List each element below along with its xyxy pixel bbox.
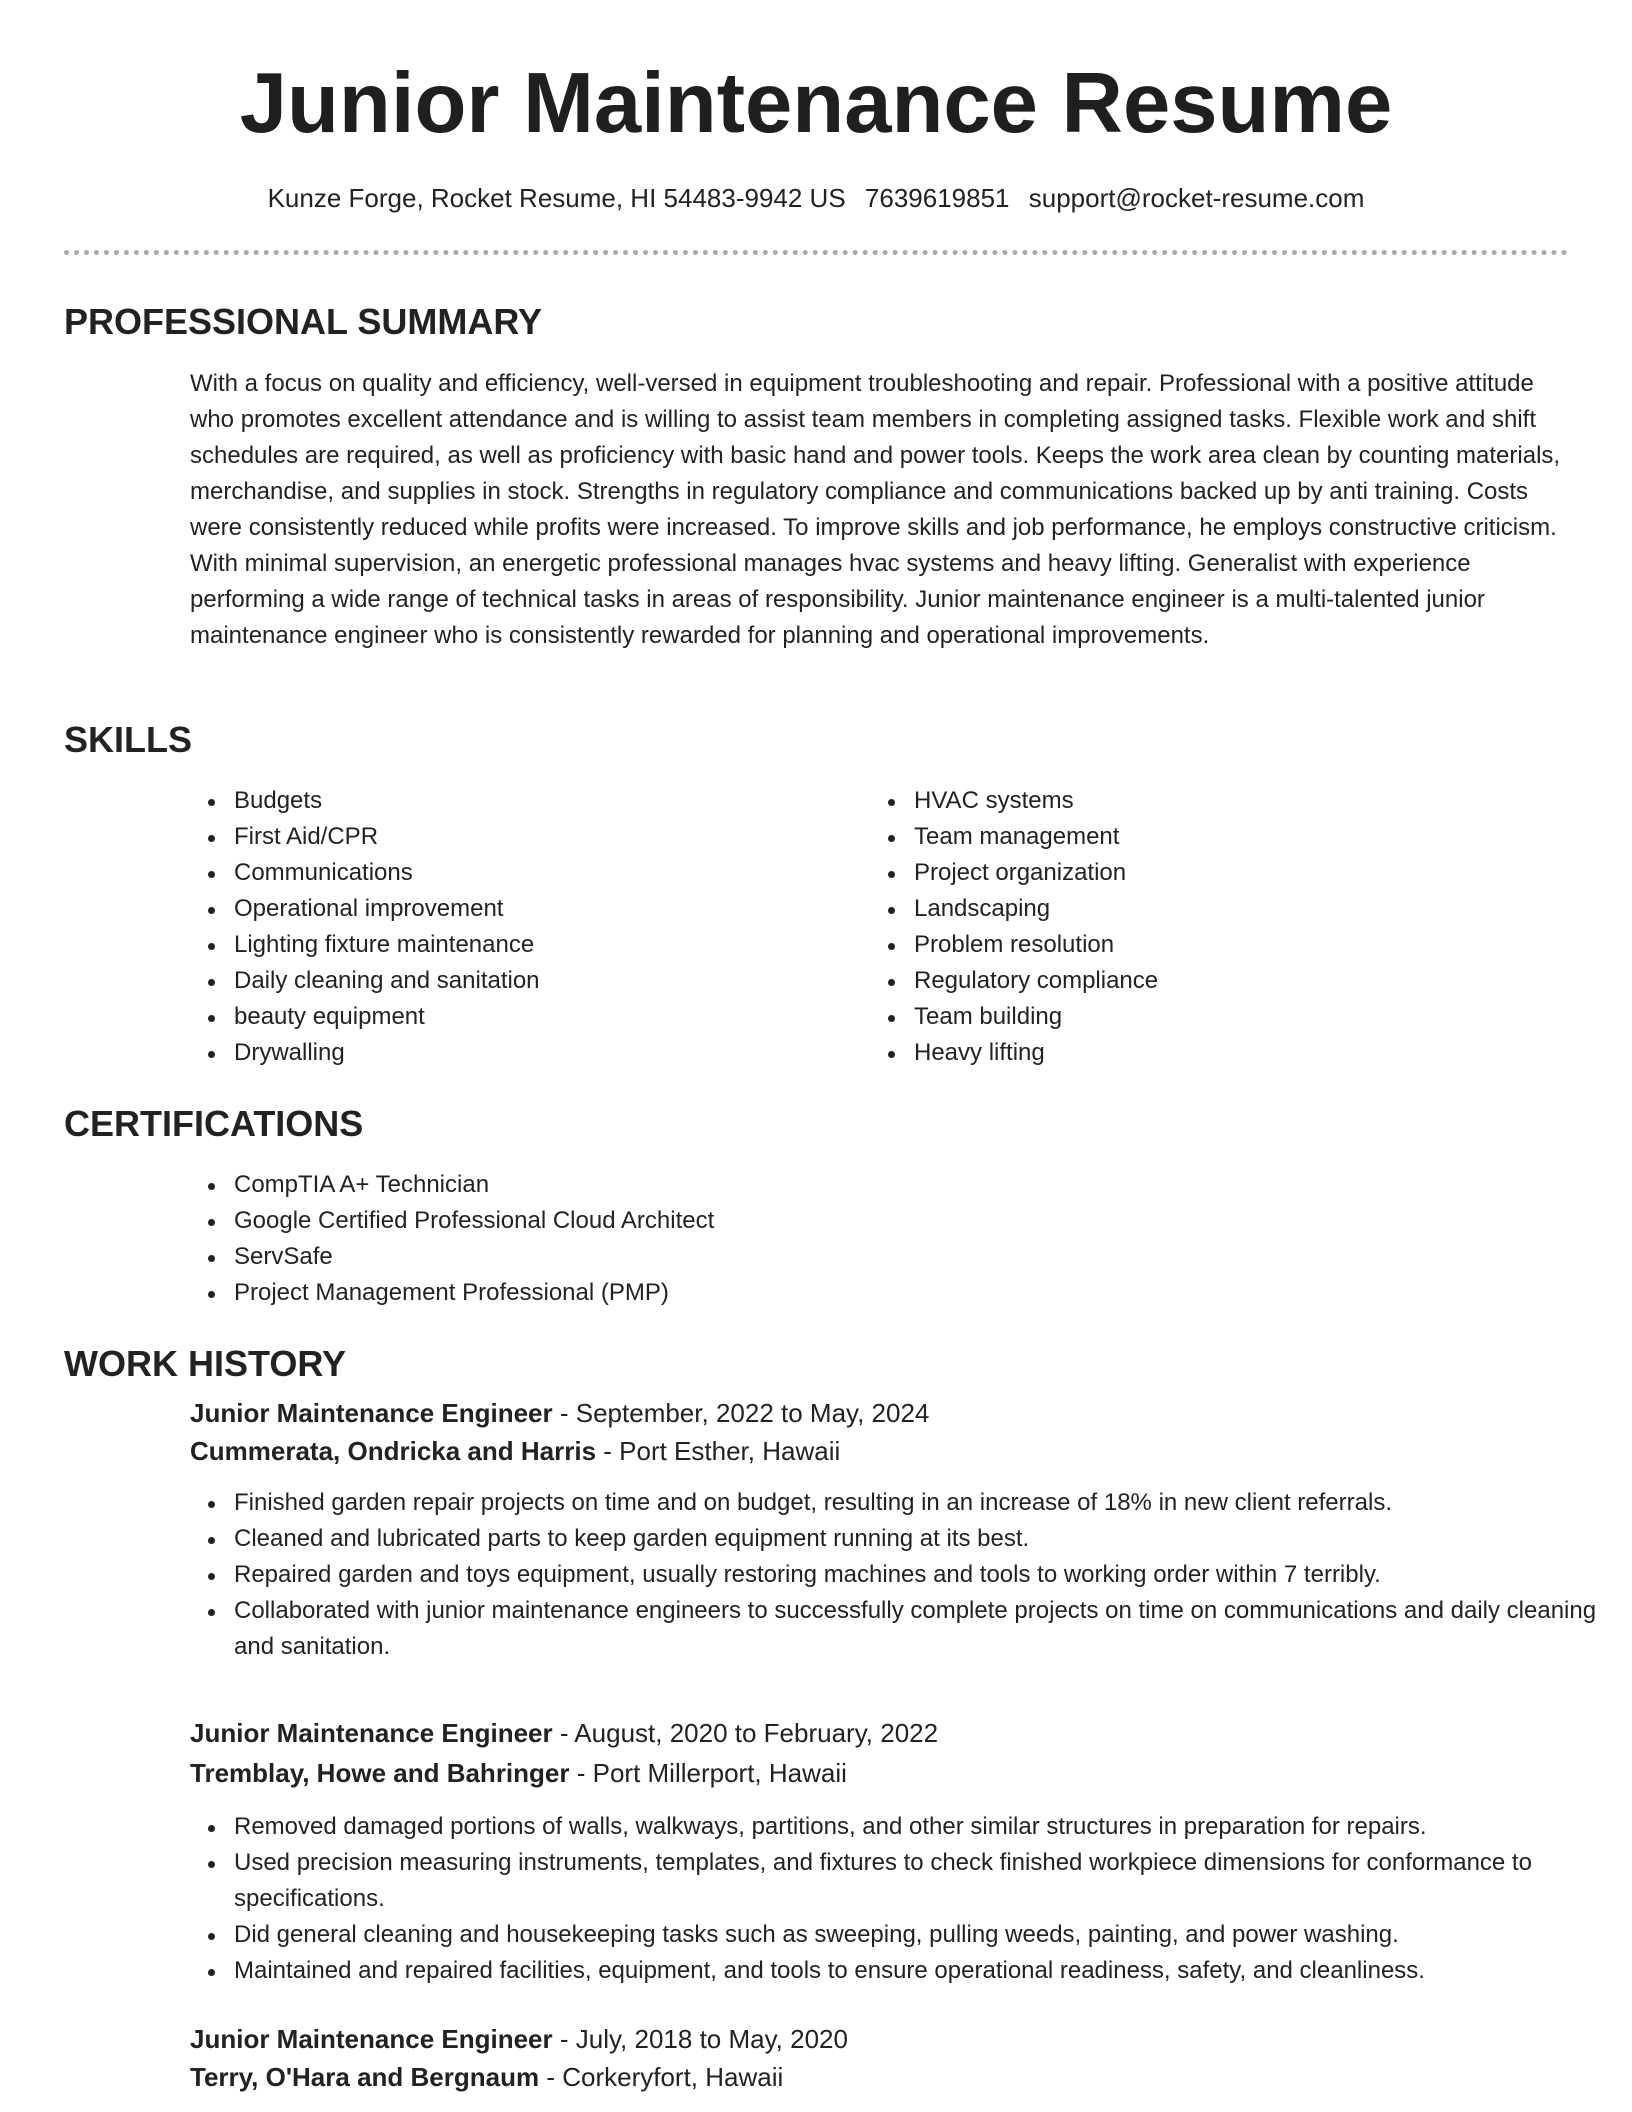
skill-item: Team management bbox=[914, 819, 1534, 855]
job-title-line bbox=[190, 1394, 1568, 1432]
job-bullet: Collaborated with junior maintenance engineers to successfully complete projects on time on communications and daily cleaning and sanitation. bbox=[234, 1593, 1612, 1665]
skill-item: Drywalling bbox=[234, 1035, 854, 1071]
skill-item: Budgets bbox=[234, 783, 854, 819]
header-divider bbox=[64, 250, 1568, 255]
skill-item: First Aid/CPR bbox=[234, 819, 854, 855]
certification-item: CompTIA A+ Technician bbox=[234, 1167, 1234, 1203]
job-location: - Port Millerport, Hawaii bbox=[569, 1758, 847, 1788]
job-title: Junior Maintenance Engineer bbox=[190, 1398, 553, 1428]
job-location: - Port Esther, Hawaii bbox=[596, 1436, 841, 1466]
job-bullet: Removed damaged portions of walls, walkways, partitions, and other similar structures in preparation for repairs. bbox=[234, 1809, 1612, 1845]
job-bullet: Used precision measuring instruments, templates, and fixtures to check finished workpiece dimensions for conformance to specifications. bbox=[234, 1845, 1612, 1917]
skill-item: Communications bbox=[234, 855, 854, 891]
skill-item: Team building bbox=[914, 999, 1534, 1035]
skill-item: Daily cleaning and sanitation bbox=[234, 963, 854, 999]
job-bullet: Repaired garden and toys equipment, usually restoring machines and tools to working order within 7 terribly. bbox=[234, 1557, 1612, 1593]
job-title: Junior Maintenance Engineer bbox=[190, 1718, 553, 1748]
job-bullet: Cleaned and lubricated parts to keep garden equipment running at its best. bbox=[234, 1521, 1612, 1557]
job-bullet: Finished garden repair projects on time and on budget, resulting in an increase of 18% in new client referrals. bbox=[234, 1485, 1612, 1521]
certification-item: Project Management Professional (PMP) bbox=[234, 1275, 1234, 1311]
job-company: Terry, O'Hara and Bergnaum bbox=[190, 2062, 540, 2092]
skill-item: Regulatory compliance bbox=[914, 963, 1534, 999]
job-dates: - August, 2020 to February, 2022 bbox=[552, 1718, 939, 1748]
skill-item: Project organization bbox=[914, 855, 1534, 891]
contact-email[interactable]: support@rocket-resume.com bbox=[1028, 183, 1365, 213]
job-title: Junior Maintenance Engineer bbox=[190, 2024, 553, 2054]
section-heading-certifications: CERTIFICATIONS bbox=[64, 1103, 364, 1144]
job-location: - Corkeryfort, Hawaii bbox=[539, 2062, 784, 2092]
job-title-line bbox=[190, 1714, 1568, 1752]
contact-phone: 7639619851 bbox=[864, 183, 1010, 213]
job-bullet: Did general cleaning and housekeeping tasks such as sweeping, pulling weeds, painting, and power washing. bbox=[234, 1917, 1612, 1953]
section-heading-work-history: WORK HISTORY bbox=[64, 1343, 347, 1384]
certification-item: Google Certified Professional Cloud Architect bbox=[234, 1203, 1234, 1239]
certifications-list bbox=[190, 1167, 1234, 1311]
job-dates: - July, 2018 to May, 2020 bbox=[552, 2024, 848, 2054]
job-bullets bbox=[190, 1485, 1612, 1665]
skill-item: Lighting fixture maintenance bbox=[234, 927, 854, 963]
contact-line bbox=[0, 180, 1632, 216]
skills-list-left bbox=[190, 783, 854, 1071]
resume-title: Junior Maintenance Resume bbox=[239, 56, 1393, 151]
job-title-line bbox=[190, 2020, 1568, 2058]
skill-item: Operational improvement bbox=[234, 891, 854, 927]
job-company-line bbox=[190, 2058, 1568, 2096]
certification-item: ServSafe bbox=[234, 1239, 1234, 1275]
skill-item: Landscaping bbox=[914, 891, 1534, 927]
job-dates: - September, 2022 to May, 2024 bbox=[552, 1398, 930, 1428]
job-company: Cummerata, Ondricka and Harris bbox=[190, 1436, 597, 1466]
skill-item: HVAC systems bbox=[914, 783, 1534, 819]
job-bullets bbox=[190, 1809, 1612, 1989]
job-company: Tremblay, Howe and Bahringer bbox=[190, 1758, 570, 1788]
contact-address: Kunze Forge, Rocket Resume, HI 54483-9942 US bbox=[267, 183, 846, 213]
summary-text: With a focus on quality and efficiency, well-versed in equipment troubleshooting and repair. Professional with a positive attitude who promotes excellent attendance and is willing to assist team members in completing assigned tasks. Flexible work and shift schedules are required, as well as proficiency with basic hand and power tools. Keeps the work area clean by counting materials, merchandise, and supplies in stock. Strengths in regulatory compliance and communications backed up by anti training. Costs were consistently reduced while profits were increased. To improve skills and job performance, he employs constructive criticism. With minimal supervision, an energetic professional manages hvac systems and heavy lifting. Generalist with experience performing a wide range of technical tasks in areas of responsibility. Junior maintenance engineer is a multi-talented junior maintenance engineer who is consistently rewarded for planning and operational improvements. bbox=[190, 370, 1561, 649]
section-heading-summary: PROFESSIONAL SUMMARY bbox=[64, 301, 543, 342]
job-company-line bbox=[190, 1754, 1568, 1792]
skill-item: Problem resolution bbox=[914, 927, 1534, 963]
skill-item: beauty equipment bbox=[234, 999, 854, 1035]
skill-item: Heavy lifting bbox=[914, 1035, 1534, 1071]
job-company-line bbox=[190, 1432, 1568, 1470]
section-heading-skills: SKILLS bbox=[64, 719, 193, 760]
skills-list-right bbox=[870, 783, 1534, 1071]
job-bullet: Maintained and repaired facilities, equipment, and tools to ensure operational readiness, safety, and cleanliness. bbox=[234, 1953, 1612, 1989]
